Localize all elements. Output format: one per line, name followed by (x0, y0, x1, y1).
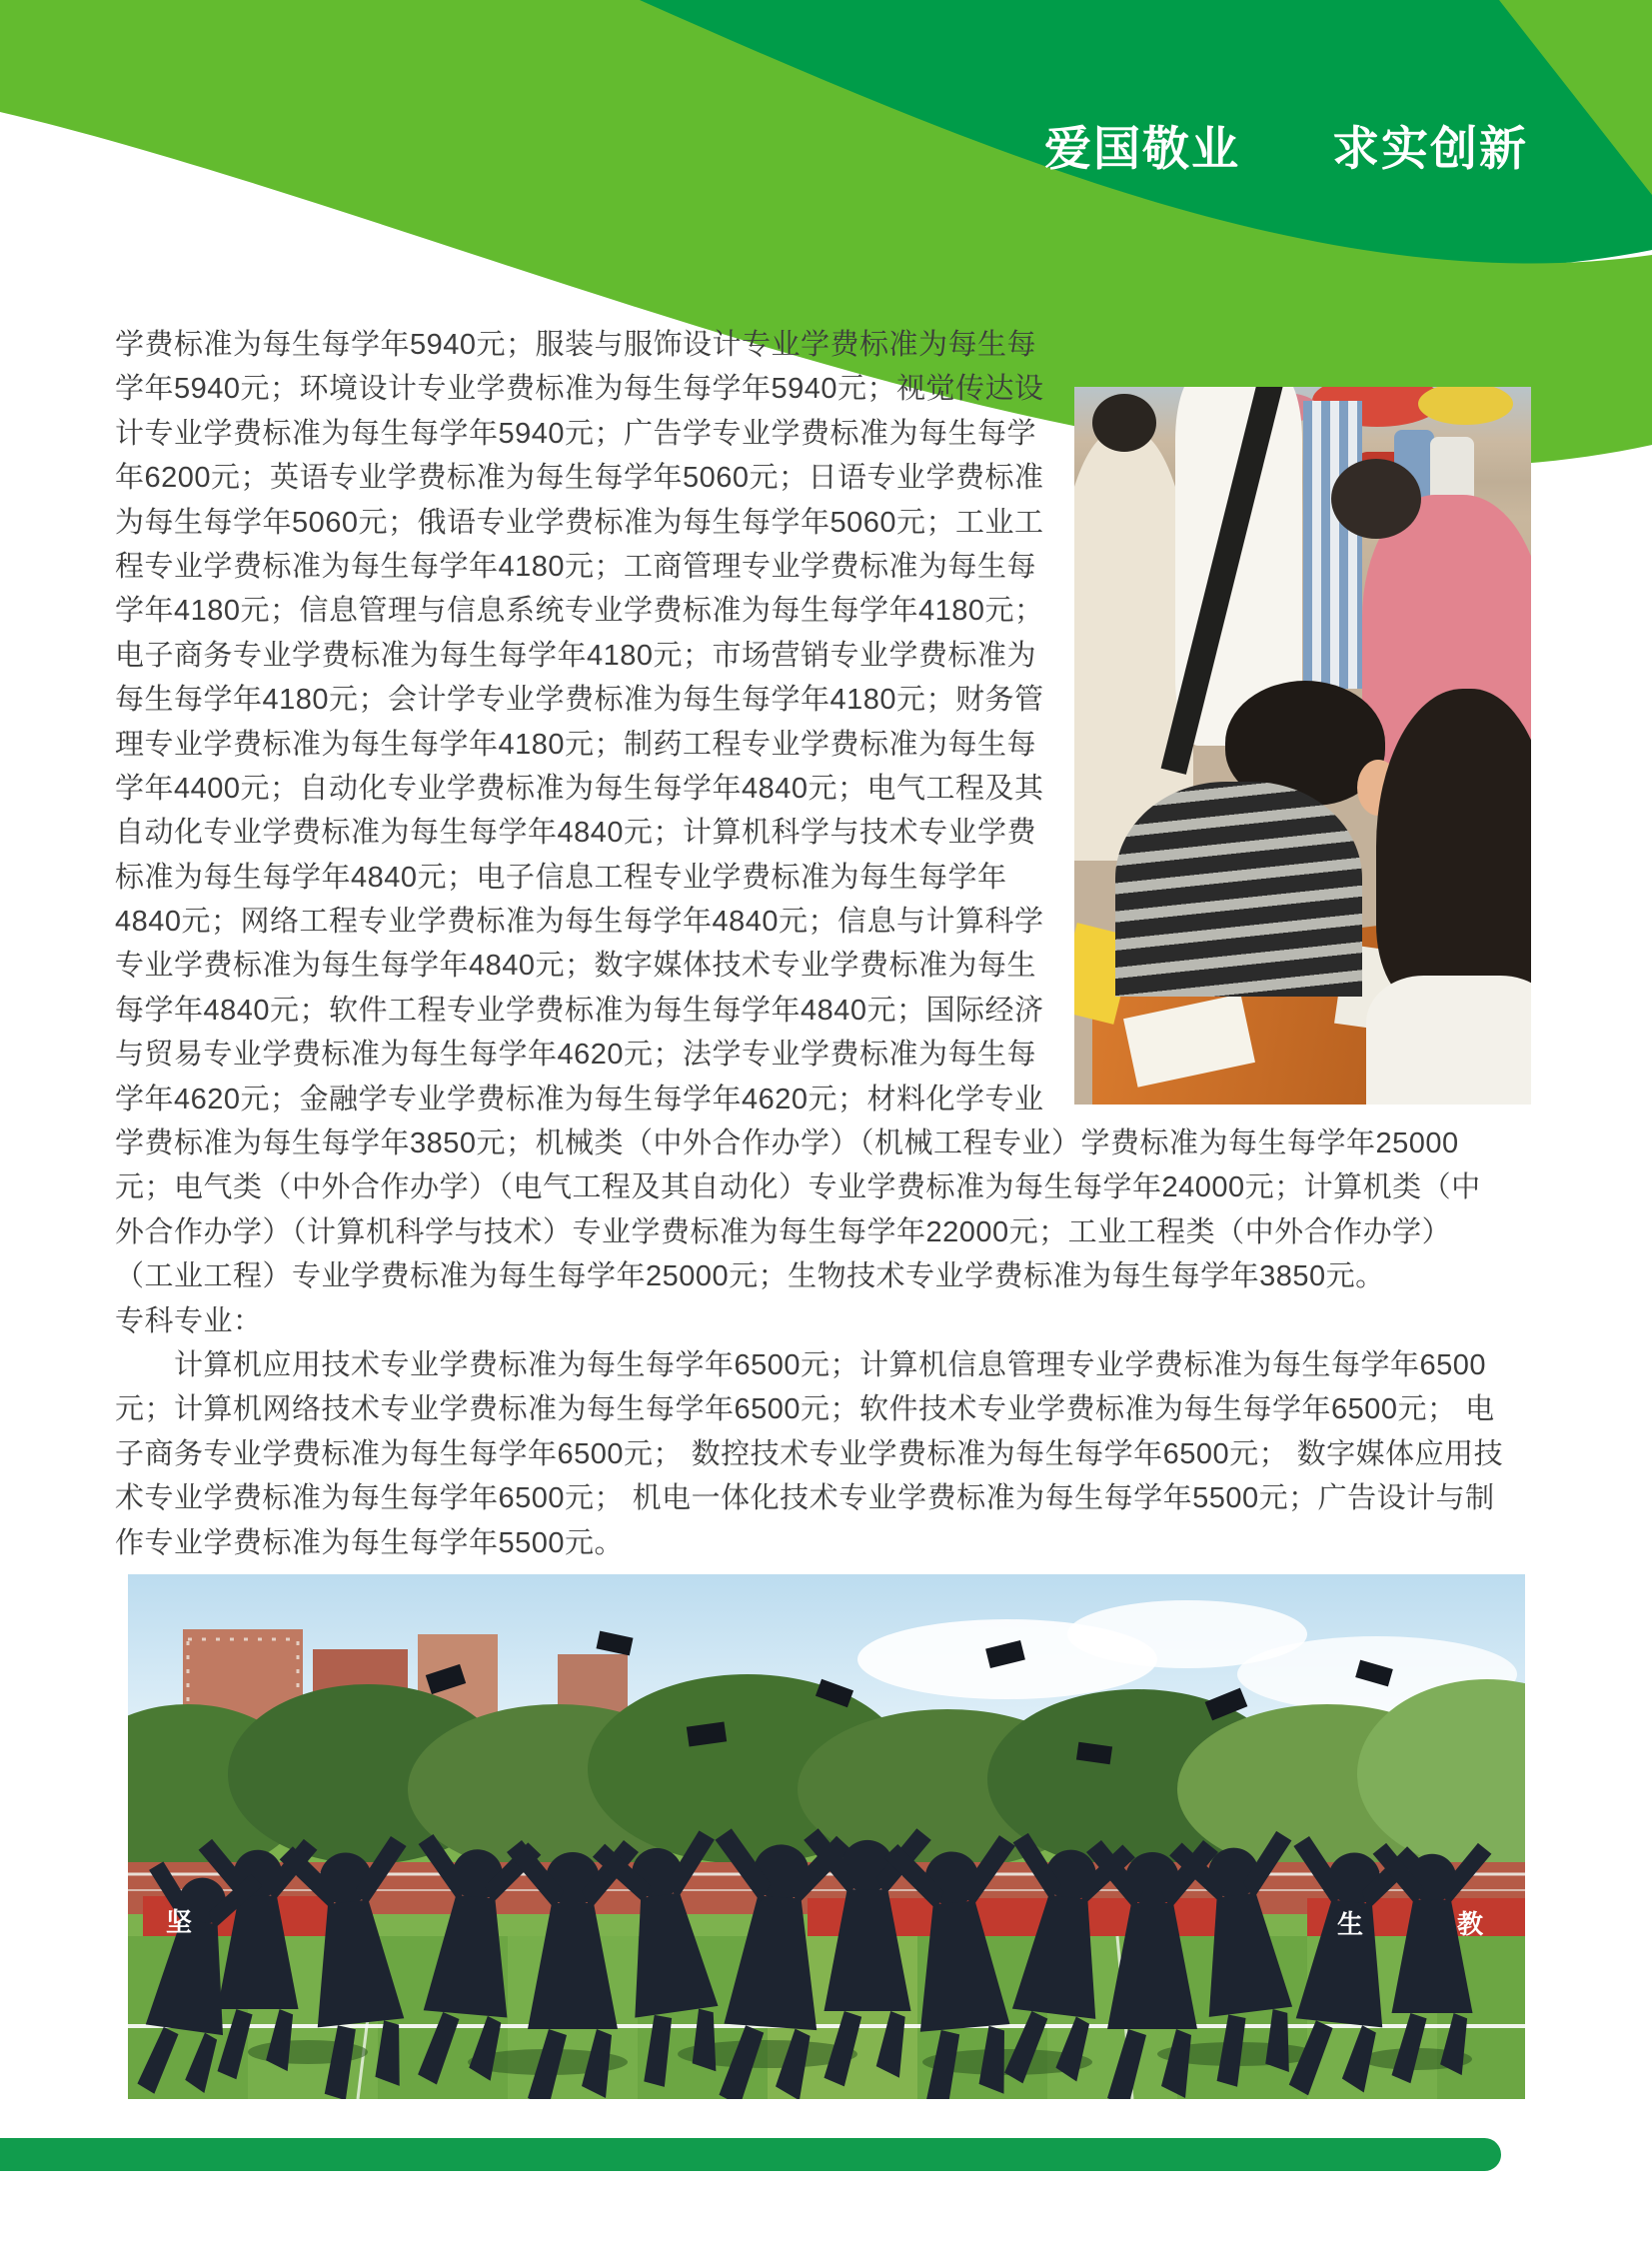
tuition-text-line: 程专业学费标准为每生每学年4180元；工商管理专业学费标准为每生每 (115, 550, 1037, 583)
girl-foreground-shirt (1366, 976, 1531, 1105)
tuition-text-line: 术专业学费标准为每生每学年6500元； 机电一体化技术专业学费标准为每生每学年5500元；广告设计与制 (115, 1482, 1495, 1515)
motto-part-2: 求实创新 (1332, 122, 1528, 175)
tuition-text-line: 元；计算机网络技术专业学费标准为每生每学年6500元；软件技术专业学费标准为每生每学年6500元； 电 (115, 1393, 1495, 1426)
tuition-text-line: 学年5940元；环境设计专业学费标准为每生每学年5940元；视觉传达设 (115, 373, 1044, 406)
tuition-text-line: 理专业学费标准为每生每学年4180元；制药工程专业学费标准为每生每 (115, 728, 1037, 761)
tuition-text-line: 子商务专业学费标准为每生每学年6500元； 数控技术专业学费标准为每生每学年6500元； 数字媒体应用技 (115, 1437, 1504, 1470)
tuition-text-line: 学年4180元；信息管理与信息系统专业学费标准为每生每学年4180元； (115, 595, 1044, 628)
tuition-text-line: 计专业学费标准为每生每学年5940元；广告学专业学费标准为每生每学 (115, 417, 1037, 450)
tuition-text-line: 学年4400元；自动化专业学费标准为每生每学年4840元；电气工程及其 (115, 772, 1044, 805)
registration-photo (1074, 387, 1531, 1105)
tuition-text-line: 专业学费标准为每生每学年4840元；数字媒体技术专业学费标准为每生 (115, 950, 1037, 983)
tuition-text-line: 学年4620元；金融学专业学费标准为每生每学年4620元；材料化学专业 (115, 1083, 1044, 1116)
tuition-text-line: 电子商务专业学费标准为每生每学年4180元；市场营销专业学费标准为 (115, 639, 1037, 672)
tuition-text-line: 4840元；网络工程专业学费标准为每生每学年4840元；信息与计算科学 (115, 906, 1044, 939)
tuition-text-line: 自动化专业学费标准为每生每学年4840元；计算机科学与技术专业学费 (115, 817, 1037, 850)
banner-text: 坚 (166, 1907, 193, 1937)
section-heading-zhuanke: 专科专业： (115, 1304, 263, 1337)
school-motto (1044, 112, 1564, 179)
yellow-umbrella-shape (1418, 387, 1513, 425)
tuition-text-line: 为每生每学年5060元；俄语专业学费标准为每生每学年5060元；工业工 (115, 506, 1044, 539)
tuition-text-line: 计算机应用技术专业学费标准为每生每学年6500元；计算机信息管理专业学费标准为每生每学年6500 (115, 1348, 1487, 1381)
banner-text: 生 (1337, 1909, 1364, 1939)
striped-sweater (1115, 782, 1362, 997)
tuition-text-line: 每学年4840元；软件工程专业学费标准为每生每学年4840元；国际经济 (115, 994, 1044, 1027)
person-plaid-shirt (1303, 401, 1362, 688)
person-pink-hair (1331, 459, 1421, 539)
banner-text: 教 (1457, 1909, 1484, 1939)
graduation-scene-svg (128, 1574, 1525, 2099)
zhuanke-paragraph (115, 1343, 1554, 1565)
tuition-full-width-lines (115, 1121, 1554, 1299)
person-left-hair (1092, 394, 1156, 452)
tuition-text-line: 元；电气类（中外合作办学）（电气工程及其自动化）专业学费标准为每生每学年24000元；计算机类（中 (115, 1171, 1481, 1204)
tuition-text-line: 年6200元；英语专业学费标准为每生每学年5060元；日语专业学费标准 (115, 462, 1044, 495)
tuition-text-line: 学费标准为每生每学年5940元；服装与服饰设计专业学费标准为每生每 (115, 329, 1037, 361)
graduation-photo (128, 1574, 1525, 2099)
tuition-text-line: 学费标准为每生每学年3850元；机械类（中外合作办学）（机械工程专业）学费标准为每生每学年25000 (115, 1127, 1459, 1160)
motto-part-1: 爱国敬业 (1044, 122, 1240, 175)
tuition-text-line: （工业工程）专业学费标准为每生每学年25000元；生物技术专业学费标准为每生每学年3850元。 (115, 1260, 1385, 1293)
tuition-text-line: 作专业学费标准为每生每学年5500元。 (115, 1526, 625, 1559)
tuition-text-line: 外合作办学）（计算机科学与技术）专业学费标准为每生每学年22000元；工业工程类（中外合作办学） (115, 1215, 1452, 1248)
tuition-text-line: 标准为每生每学年4840元；电子信息工程专业学费标准为每生每学年 (115, 861, 1007, 894)
tuition-text-line: 与贸易专业学费标准为每生每学年4620元；法学专业学费标准为每生每 (115, 1039, 1037, 1072)
tuition-text-line: 每生每学年4180元；会计学专业学费标准为每生每学年4180元；财务管 (115, 684, 1044, 717)
footer-green-bar (0, 2138, 1501, 2171)
